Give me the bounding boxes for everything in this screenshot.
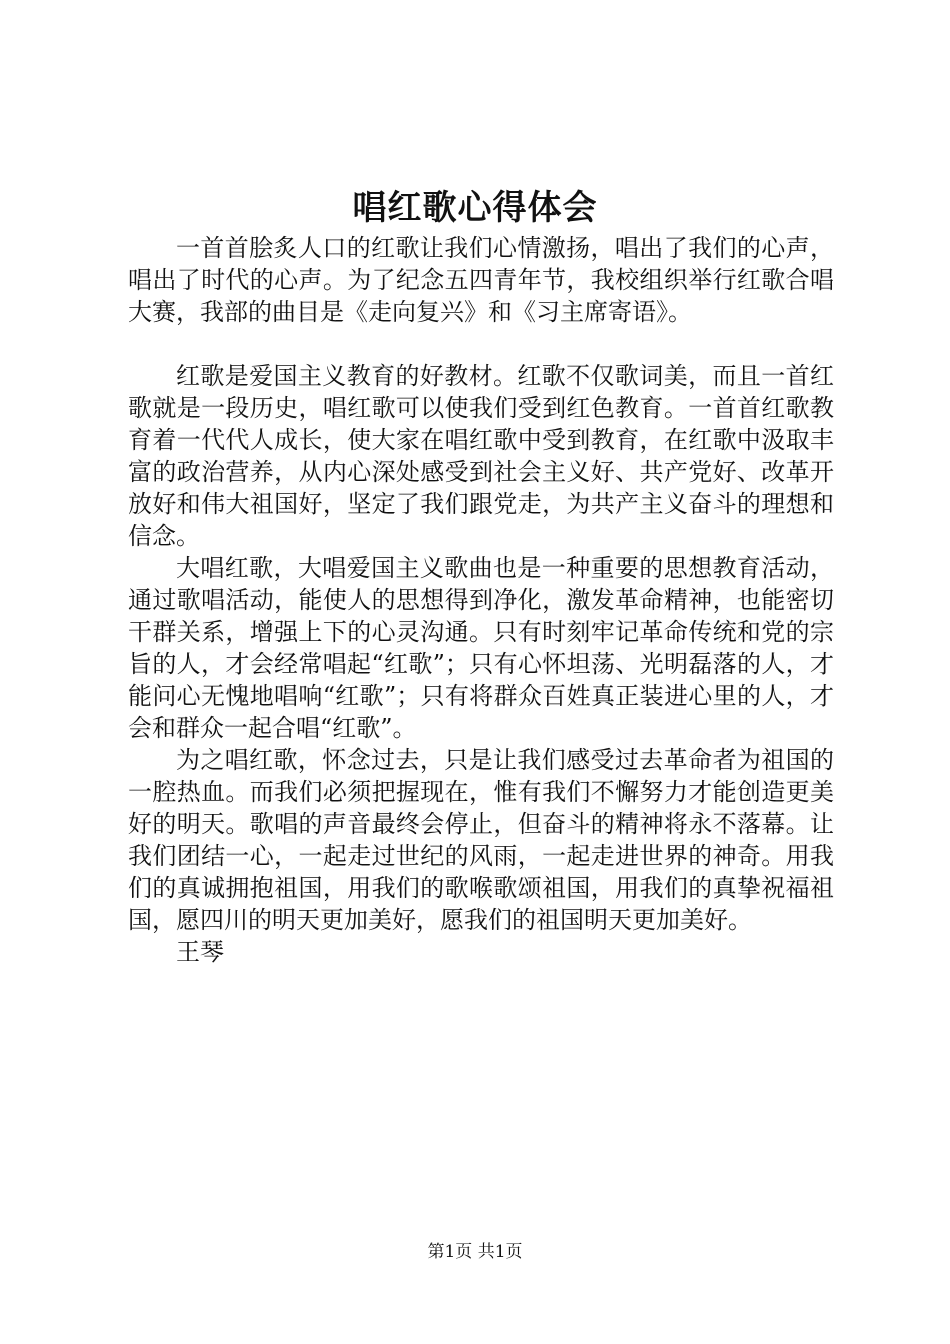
- page-footer: 第1页 共1页: [427, 1242, 523, 1262]
- paragraph-red-songs-education: 红歌是爱国主义教育的好教材。红歌不仅歌词美，而且一首红歌就是一段历史，唱红歌可以使我们受到红色教育。一首首红歌教育着一代代人成长，使大家在唱红歌中受到教育，在红歌中汲取丰富的政治营养，从内心深处感受到社会主义好、共产党好、改革开放好和伟大祖国好，坚定了我们跟党走，为共产主义奋斗的理想和信念。: [128, 362, 834, 550]
- paragraph-singing-red-songs: 大唱红歌，大唱爱国主义歌曲也是一种重要的思想教育活动，通过歌唱活动，能使人的思想得到净化，激发革命精神，也能密切干群关系，增强上下的心灵沟通。只有时刻牢记革命传统和党的宗旨的人，才会经常唱起“红歌”；只有心怀坦荡、光明磊落的人，才能问心无愧地唱响“红歌”；只有将群众百姓真正装进心里的人，才会和群众一起合唱“红歌”。: [128, 554, 834, 742]
- paragraph-conclusion: 为之唱红歌，怀念过去，只是让我们感受过去革命者为祖国的一腔热血。而我们必须把握现在，惟有我们不懈努力才能创造更美好的明天。歌唱的声音最终会停止，但奋斗的精神将永不落幕。让我们团结一心，一起走过世纪的风雨，一起走进世界的神奇。用我们的真诚拥抱祖国，用我们的歌喉歌颂祖国，用我们的真挚祝福祖国，愿四川的明天更加美好，愿我们的祖国明天更加美好。: [128, 746, 834, 934]
- document-body: [128, 232, 834, 968]
- paragraph-intro: 一首首脍炙人口的红歌让我们心情激扬，唱出了我们的心声，唱出了时代的心声。为了纪念五四青年节，我校组织举行红歌合唱大赛，我部的曲目是《走向复兴》和《习主席寄语》。: [128, 234, 834, 326]
- document-title: 唱红歌心得体会: [352, 188, 598, 228]
- author-signature: 王琴: [176, 938, 224, 966]
